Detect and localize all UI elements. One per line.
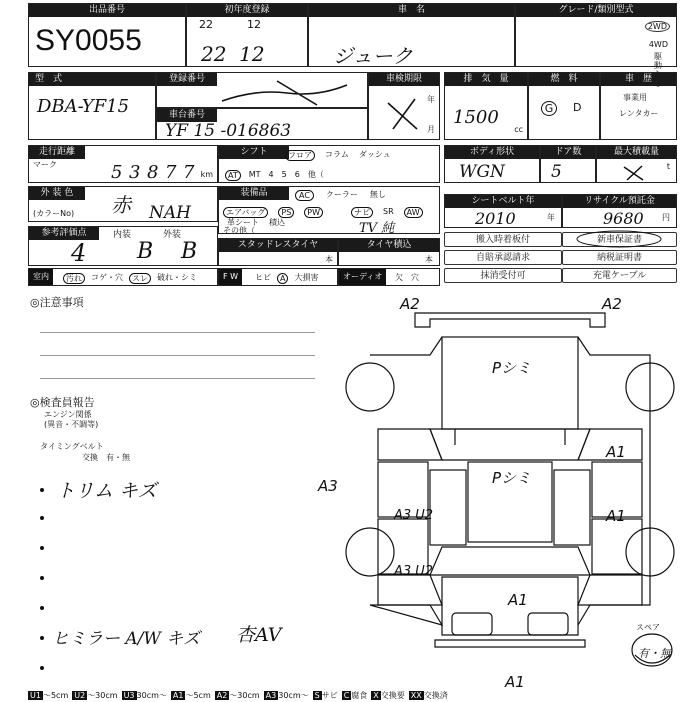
room-burn: コゲ・穴 [91, 273, 123, 282]
legend-item [171, 690, 211, 702]
audio-box [338, 268, 440, 286]
seatbelt-box [444, 194, 562, 228]
equip-navi: ナビ [351, 207, 373, 218]
first-reg-year-print: 22 [199, 18, 213, 31]
remark-2b: 杏AV [236, 624, 282, 646]
stud-unit: 本 [325, 255, 333, 264]
remark-bullet [40, 606, 44, 610]
equip-loaded: 積込 [269, 218, 285, 227]
shift-other: 他（ [307, 170, 324, 179]
chassis-box [156, 108, 368, 140]
mileage-digits [111, 162, 201, 183]
color-label: 外 装 色 [29, 187, 85, 200]
timing-sub: 交換 有・無 [82, 453, 130, 462]
tire-box [338, 238, 440, 266]
reg-strike-mark [217, 79, 357, 107]
drive-none: 駆動 [654, 52, 662, 70]
score-box [28, 226, 218, 266]
fw-opts [255, 273, 318, 284]
shift-opts-row2 [225, 170, 324, 181]
remark-bullet [40, 576, 44, 580]
legend-item [313, 690, 338, 702]
legend-key: U1 [30, 691, 41, 700]
exterior-label: 外装 [163, 230, 182, 240]
remark-bullet [40, 546, 44, 550]
equipment-box [218, 186, 440, 234]
doors-value: 5 [551, 162, 562, 182]
history-commercial: 事業用 [623, 93, 647, 102]
body-box [444, 145, 540, 183]
room-tear: 破れ・シミ [157, 273, 197, 282]
mark-a2-front-right: A2 [602, 295, 622, 313]
displacement-box [444, 72, 528, 140]
shift-opts-row1 [285, 150, 391, 161]
mileage-digit: 3 [129, 162, 141, 183]
engine-label: エンジン関係 [44, 410, 92, 419]
drive-2wd: 2WD [645, 21, 670, 32]
fuel-label: 燃 料 [529, 73, 599, 86]
equip-hand: TV 純 [359, 221, 395, 236]
grade-label: グレード/類別型式 [516, 4, 676, 17]
legend-desc: 30cm〜 [136, 691, 167, 700]
legend-item [122, 690, 167, 702]
note-line [40, 332, 315, 333]
lot-number: SY0055 [35, 24, 142, 57]
legend-desc: 〜30cm [229, 691, 260, 700]
mark-a1-rear-bumper: A1 [505, 673, 525, 691]
drive-4wd: 4WD [648, 40, 668, 49]
legend-item [215, 690, 260, 702]
recycle-label: リサイクル預託金 [563, 195, 676, 208]
remark-2: ヒミラー A/W キズ [52, 629, 200, 649]
warranty-circle [574, 229, 664, 249]
first-reg-label: 初年度登録 [187, 4, 307, 17]
displacement-unit: cc [514, 125, 523, 134]
legend-item [342, 690, 368, 702]
mark-a1-right-fender: A1 [606, 443, 626, 461]
interior-value: B [137, 239, 154, 264]
spare-value: 有・無 [638, 647, 671, 660]
fuel-box [528, 72, 600, 140]
doc-charge-cable: 充電ケーブル [562, 268, 677, 283]
legend-item [409, 690, 448, 702]
legend-desc: 腐食 [351, 691, 368, 700]
equip-none: 無し [369, 190, 386, 199]
mileage-digit: 8 [147, 162, 159, 183]
history-box [600, 72, 677, 140]
car-name: ジューク [333, 44, 413, 68]
grade-box [515, 3, 677, 70]
caution-title: ◎注意事項 [30, 296, 84, 309]
fw-damage: 大損害 [294, 273, 319, 282]
stud-label: スタッドレスタイヤ [219, 239, 337, 252]
equip-pw: PW [304, 207, 323, 218]
registration-box [156, 72, 368, 108]
legend-desc: 〜5cm [185, 691, 211, 700]
fuel-gasoline: G [541, 101, 557, 116]
room-opts [63, 273, 197, 284]
capacity-box [596, 145, 677, 183]
remark-bullet [40, 666, 44, 670]
shift-box [218, 145, 440, 183]
legend-item [371, 690, 404, 702]
car-name-label: 車 名 [309, 4, 514, 17]
equip-ac: AC [295, 190, 314, 201]
car-name-box [308, 3, 515, 67]
note-line [40, 355, 315, 356]
shift-5: 5 [281, 170, 287, 179]
lot-number-box [28, 3, 186, 67]
legend-key: A2 [216, 691, 228, 700]
belt-unit: 年 [547, 213, 555, 222]
shift-at: AT [225, 170, 241, 181]
legend-key: X [373, 691, 379, 700]
audio-label: オーディオ [339, 269, 386, 285]
doors-label: ドア数 [541, 146, 595, 159]
displacement-label: 排 気 量 [445, 73, 527, 86]
mileage-digit: 5 [111, 162, 123, 183]
belt-value: 2010 [475, 209, 516, 228]
doc-warranty: 新車保証書 [562, 232, 677, 247]
belt-label: シートベルト年 [445, 195, 561, 208]
color-code-label: (カラーNo) [33, 209, 75, 218]
color-value: 赤 [111, 193, 131, 217]
type-value: DBA-YF15 [37, 96, 130, 117]
shift-column: コラム [325, 150, 349, 159]
recycle-box [562, 194, 677, 228]
spare-label: スペア [636, 623, 660, 632]
doc-cancel: 抹消受付可 [444, 268, 562, 283]
inspection-year-unit: 年 [427, 95, 435, 104]
body-value: WGN [459, 162, 505, 182]
color-code: NAH [149, 203, 191, 223]
inspection-box [368, 72, 440, 140]
mark-a3u2-left-rear: A3 U2 [394, 564, 434, 579]
remark-1: トリム キズ [56, 480, 157, 502]
mark-a1-trunk: A1 [508, 591, 528, 609]
shift-mt: MT [248, 170, 261, 179]
inspection-label: 車検期限 [369, 73, 439, 86]
room-scuff: スレ [129, 273, 151, 284]
equip-leather: 革シート [227, 218, 259, 227]
displacement-value: 1500 [453, 107, 499, 128]
exterior-value: B [181, 239, 198, 264]
equip-other: その他（ [223, 226, 255, 235]
reg-no-label: 登録番号 [157, 73, 217, 86]
equip-label: 装備品 [219, 187, 289, 200]
remark-bullet [40, 488, 44, 492]
fw-crack: ヒビ [255, 273, 271, 282]
score-label: 参考評価点 [29, 227, 99, 240]
shift-6: 6 [294, 170, 300, 179]
doors-box [540, 145, 596, 183]
shift-floor: フロア [285, 150, 315, 161]
fw-a: A [277, 273, 288, 284]
first-reg-handwritten: 22 12 [201, 42, 265, 66]
tire-label: タイヤ積込 [339, 239, 439, 252]
capacity-unit: t [666, 162, 670, 171]
equip-sr: SR [383, 207, 394, 216]
mileage-mark: マーク [33, 160, 57, 169]
legend-item [28, 690, 68, 702]
score-value: 4 [71, 239, 87, 267]
doc-arrival-plate: 搬入時着板付 [444, 232, 562, 247]
shift-label: シフト [219, 146, 289, 159]
mileage-unit: km [200, 170, 213, 179]
mileage-label: 走行距離 [29, 146, 85, 159]
history-rental: レンタカー [619, 109, 659, 118]
chassis-value: YF 15 -016863 [165, 121, 292, 141]
doc-insurance: 自賠承認請求 [444, 250, 562, 265]
equip-airbag: エアバッグ [223, 207, 268, 218]
lot-label: 出品番号 [29, 4, 185, 17]
chassis-label: 車台番号 [157, 109, 217, 122]
legend-item [72, 690, 117, 702]
equip-row1 [295, 190, 386, 201]
mileage-digit: 7 [165, 162, 177, 183]
mileage-box [28, 145, 218, 183]
legend-key: A1 [172, 691, 184, 700]
room-label: 室内 [29, 269, 53, 285]
audio-missing: 欠 [395, 273, 403, 282]
equip-aw: AW [404, 207, 423, 218]
inspection-month-unit: 月 [427, 125, 435, 134]
car-body-diagram [318, 295, 680, 691]
room-dirt: 汚れ [63, 273, 85, 284]
legend-desc: 交換済 [423, 691, 448, 700]
legend-row [28, 690, 448, 702]
audio-hole: 穴 [411, 273, 419, 282]
remark-bullet [40, 636, 44, 640]
equip-ps: PS [278, 207, 294, 218]
tire-unit: 本 [425, 255, 433, 264]
mark-a3-left-pillar: A3 [318, 477, 338, 495]
inspector-title: ◎検査員報告 [30, 396, 95, 409]
interior-label: 内装 [113, 230, 132, 240]
remark-bullet [40, 516, 44, 520]
recycle-value: 9680 [603, 209, 644, 228]
body-label: ボディ形状 [445, 146, 539, 159]
capacity-x-mark [621, 164, 647, 182]
legend-key: U3 [123, 691, 135, 700]
fw-box [218, 268, 338, 286]
shift-4: 4 [268, 170, 274, 179]
legend-key: U2 [74, 691, 86, 700]
studless-box [218, 238, 338, 266]
legend-desc: 交換要 [380, 691, 405, 700]
legend-key: XX [410, 691, 422, 700]
legend-desc: 〜30cm [87, 691, 118, 700]
doc-tax: 納税証明書 [562, 250, 677, 265]
mileage-digit: 7 [183, 162, 195, 183]
note-line [40, 378, 315, 379]
legend-item [264, 690, 309, 702]
legend-key: C [343, 691, 350, 700]
legend-desc: 〜5cm [42, 691, 69, 700]
inspection-x-mark [383, 95, 423, 135]
equip-cooler: クーラー [325, 190, 358, 199]
timing-label: タイミングベルト [40, 442, 104, 451]
color-box [28, 186, 218, 222]
mark-a1-right-door: A1 [606, 507, 626, 525]
mark-a3u2-left-door: A3 U2 [394, 508, 434, 523]
recycle-unit: 円 [662, 213, 670, 222]
type-label: 型 式 [29, 73, 155, 86]
history-label: 車 歴 [601, 73, 676, 86]
legend-key: S [314, 691, 320, 700]
type-box [28, 72, 156, 140]
legend-key: A3 [265, 691, 277, 700]
mark-pshimi-hood: Pシミ [492, 359, 532, 377]
fw-label: F W [219, 269, 242, 285]
first-registration-box [186, 3, 308, 67]
audio-opts [395, 273, 419, 282]
mark-a2-front-left: A2 [400, 295, 420, 313]
mark-pshimi-roof: Pシミ [492, 469, 532, 487]
legend-desc: 30cm〜 [278, 691, 309, 700]
fuel-diesel: D [573, 101, 582, 114]
engine-sub: (異音・不調等) [44, 420, 99, 429]
legend-desc: サビ [321, 691, 338, 700]
capacity-label: 最大積載量 [597, 146, 676, 159]
shift-dash: ダッシュ [358, 150, 391, 159]
first-reg-month-print: 12 [247, 18, 261, 31]
room-box [28, 268, 218, 286]
